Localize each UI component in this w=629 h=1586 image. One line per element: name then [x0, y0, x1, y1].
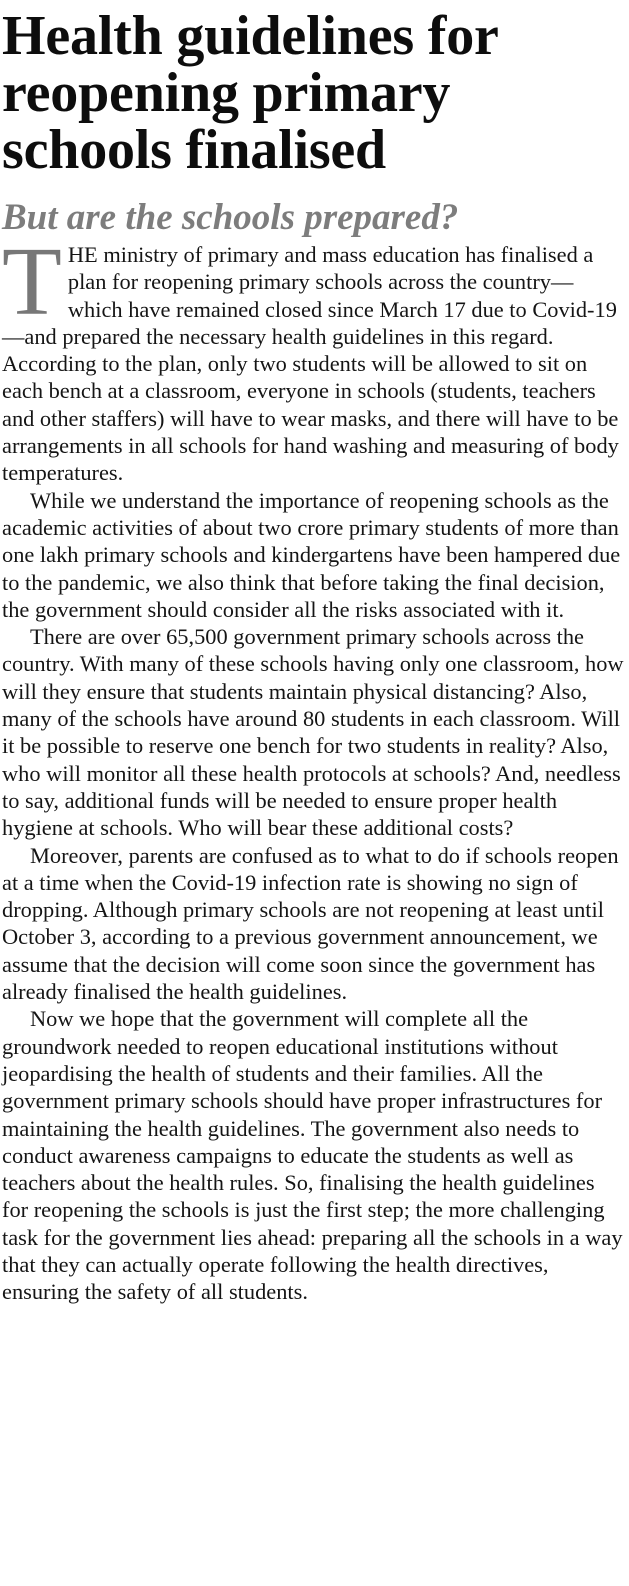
- paragraph-2: While we understand the importance of reopening schools as the academic activities of about two crore primary students of more than one lakh primary schools and kindergartens have been hampered due to the pandemic, we also think that before taking the final decision, the government should consider all the risks associated with it.: [2, 487, 621, 622]
- subheadline: But are the schools prepared?: [2, 197, 459, 238]
- paragraph-1-text: HE ministry of primary and mass education has finalised a plan for reopening primary schools across the country—which have remained closed since March 17 due to Covid-19—and prepared the necessary health guidelines in this regard. According to the plan, only two students will be allowed to sit on each bench at a classroom, everyone in schools (students, teachers and other staffers) will have to wear masks, and there will have to be arrangements in all schools for hand washing and measuring of body temperatures.: [2, 242, 619, 486]
- paragraph-4: Moreover, parents are confused as to what to do if schools reopen at a time when the Covid-19 infection rate is showing no sign of dropping. Although primary schools are not reopening at least until October 3, according to a previous government announcement, we assume that the decision will come soon since the government has already finalised the health guidelines.: [2, 842, 619, 1005]
- paragraph-5: Now we hope that the government will complete all the groundwork needed to reopen educational institutions without jeopardising the health of students and their families. All the government primary schools should have proper infrastructures for maintaining the health guidelines. The government also needs to conduct awareness campaigns to educate the students as well as teachers about the health rules. So, finalising the health guidelines for reopening the schools is just the first step; the more challenging task for the government lies ahead: preparing all the schools in a way that they can actually operate following the health directives, ensuring the safety of all students.: [2, 1006, 623, 1305]
- paragraph-3: There are over 65,500 government primary schools across the country. With many of these schools having only one classroom, how will they ensure that students maintain physical distancing? Also, many of the schools have around 80 students in each classroom. Will it be possible to reserve one bench for two students in reality? Also, who will monitor all these health protocols at schools? And, needless to say, additional funds will be needed to ensure proper health hygiene at schools. Who will bear these additional costs?: [2, 624, 624, 841]
- paragraph-1: [2, 228, 624, 487]
- drop-cap: T: [2, 228, 62, 336]
- editorial-article: [2, 0, 624, 1306]
- article-body: [2, 228, 624, 1306]
- headline: Health guidelines for reopening primary schools finalised: [2, 5, 498, 181]
